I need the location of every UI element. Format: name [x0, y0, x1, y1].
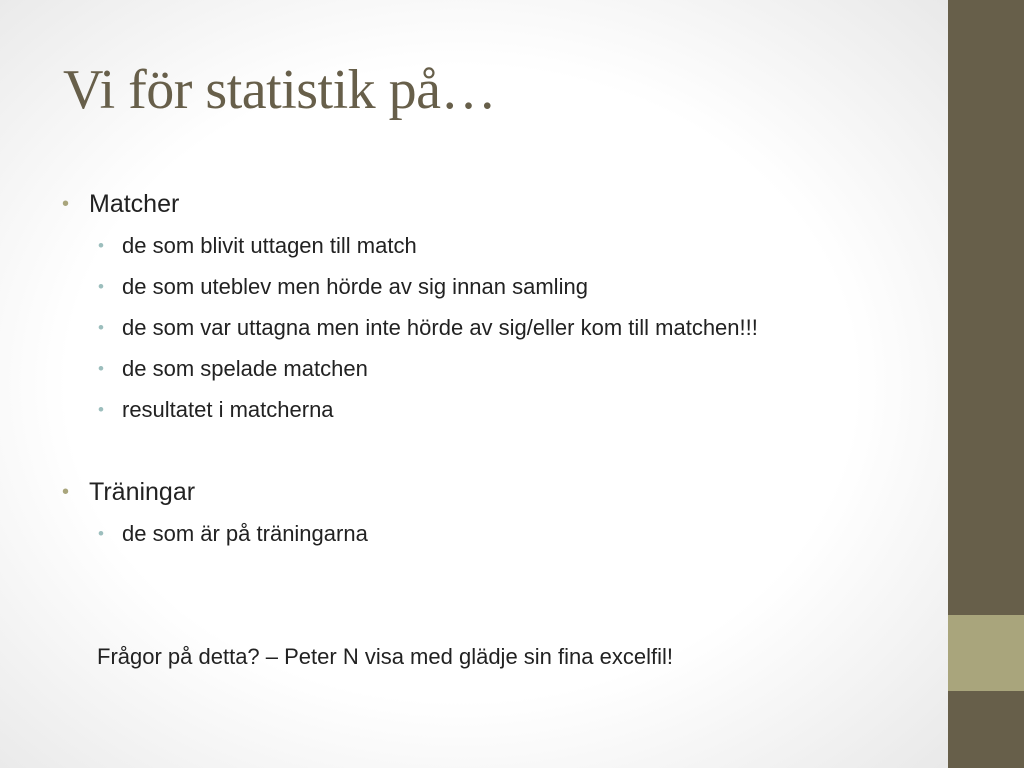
bullet-content: [62, 186, 932, 554]
bullet-icon: •: [98, 524, 104, 543]
list-item-label: de som uteblev men hörde av sig innan samling: [122, 274, 588, 299]
section-heading-matcher: [62, 186, 932, 222]
list-item: [62, 513, 932, 554]
section-spacer: [62, 430, 932, 474]
section-heading-label: Matcher: [89, 190, 180, 218]
bullet-icon: •: [98, 359, 104, 378]
section-heading-traningar: [62, 474, 932, 510]
slide-title: Vi för statistik på…: [63, 59, 497, 121]
list-item-label: resultatet i matcherna: [122, 397, 334, 422]
traningar-list: [62, 513, 932, 554]
footer-question-text: Frågor på detta? – Peter N visa med glädje sin fina excelfil!: [97, 644, 673, 669]
list-item: [62, 266, 932, 307]
list-item: [62, 307, 932, 348]
list-item: [62, 348, 932, 389]
list-item: [62, 225, 932, 266]
matcher-list: [62, 225, 932, 430]
list-item-label: de som spelade matchen: [122, 356, 368, 381]
side-accent-block: [948, 615, 1024, 691]
list-item-label: de som blivit uttagen till match: [122, 233, 417, 258]
section-heading-label: Träningar: [89, 478, 196, 506]
bullet-icon: •: [98, 400, 104, 419]
bullet-icon: •: [98, 236, 104, 255]
bullet-icon: •: [98, 277, 104, 296]
list-item-label: de som är på träningarna: [122, 521, 368, 546]
list-item: [62, 389, 932, 430]
bullet-icon: •: [98, 318, 104, 337]
bullet-icon: •: [62, 481, 70, 503]
bullet-icon: •: [62, 193, 70, 215]
list-item-label: de som var uttagna men inte hörde av sig/eller kom till matchen!!!: [122, 315, 758, 340]
